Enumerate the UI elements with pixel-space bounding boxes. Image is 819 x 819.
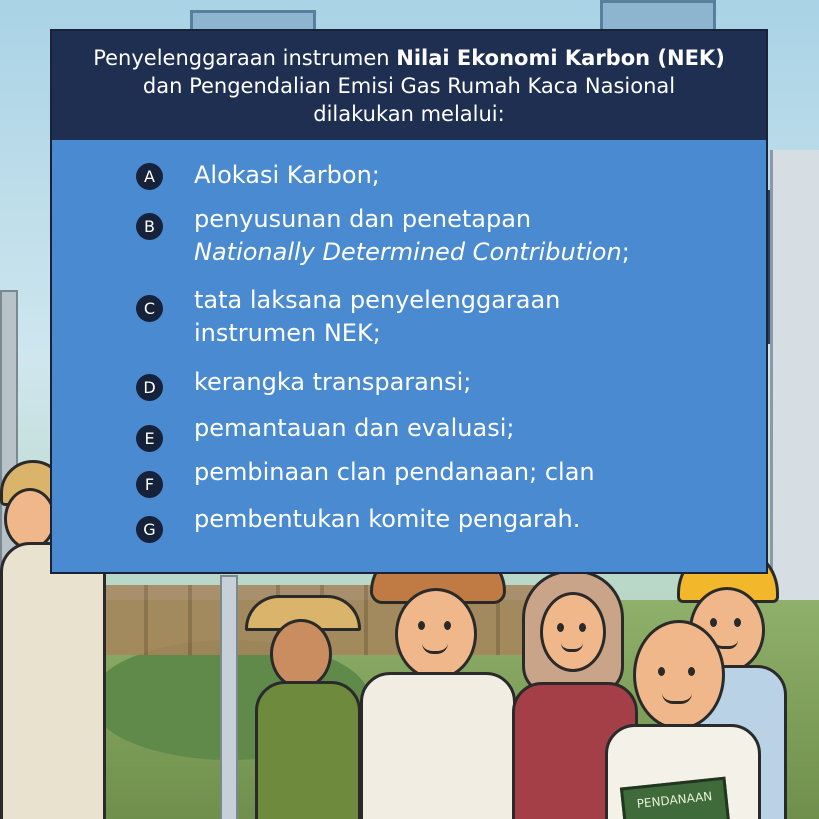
option-letter-badge: B — [136, 213, 163, 240]
shirt — [255, 681, 361, 819]
face — [395, 588, 477, 680]
option-text: pembentukan komite pengarah. — [194, 505, 581, 533]
option-text: pemantauan dan evaluasi; — [194, 414, 515, 442]
quiz-card — [50, 29, 768, 574]
option-letter-badge: E — [136, 425, 163, 452]
option-letter-badge: A — [136, 163, 163, 190]
question-emphasis: Nilai Ekonomi Karbon (NEK) — [396, 45, 725, 70]
option-text: pembinaan clan pendanaan; clan — [194, 458, 595, 486]
question-prefix: Penyelenggaraan instrumen — [93, 45, 397, 70]
option-text: kerangka transparansi; — [194, 368, 472, 396]
option-text-italic: Nationally Determined Contribution — [194, 238, 622, 266]
option-letter-badge: G — [136, 516, 163, 543]
option-text-line-1: tata laksana penyelenggaraan — [194, 286, 561, 314]
option-text-line-1: penyusunan dan penetapan — [194, 205, 532, 233]
planting-figure — [225, 595, 375, 819]
question-text — [93, 44, 725, 128]
man-with-hat — [360, 548, 510, 819]
shirt — [0, 542, 106, 819]
face — [540, 592, 606, 672]
option-text — [194, 284, 734, 350]
question-line-2: dan Pengendalian Emisi Gas Rumah Kaca Nasional — [142, 73, 676, 98]
face — [270, 619, 332, 689]
funding-sign: PENDANAAN — [620, 777, 730, 819]
face — [4, 488, 56, 550]
option-text: Alokasi Karbon; — [194, 161, 380, 189]
face — [633, 620, 725, 730]
option-letter-badge: D — [136, 374, 163, 401]
option-letter-badge: F — [136, 471, 163, 498]
option-text — [194, 203, 734, 269]
option-text-line-2: instrumen NEK; — [194, 319, 381, 347]
question-header — [52, 31, 766, 140]
shirt — [360, 672, 516, 819]
question-line-3: dilakukan melalui: — [313, 101, 505, 126]
option-letter-badge: C — [136, 295, 163, 322]
option-text-suffix: ; — [621, 238, 630, 266]
